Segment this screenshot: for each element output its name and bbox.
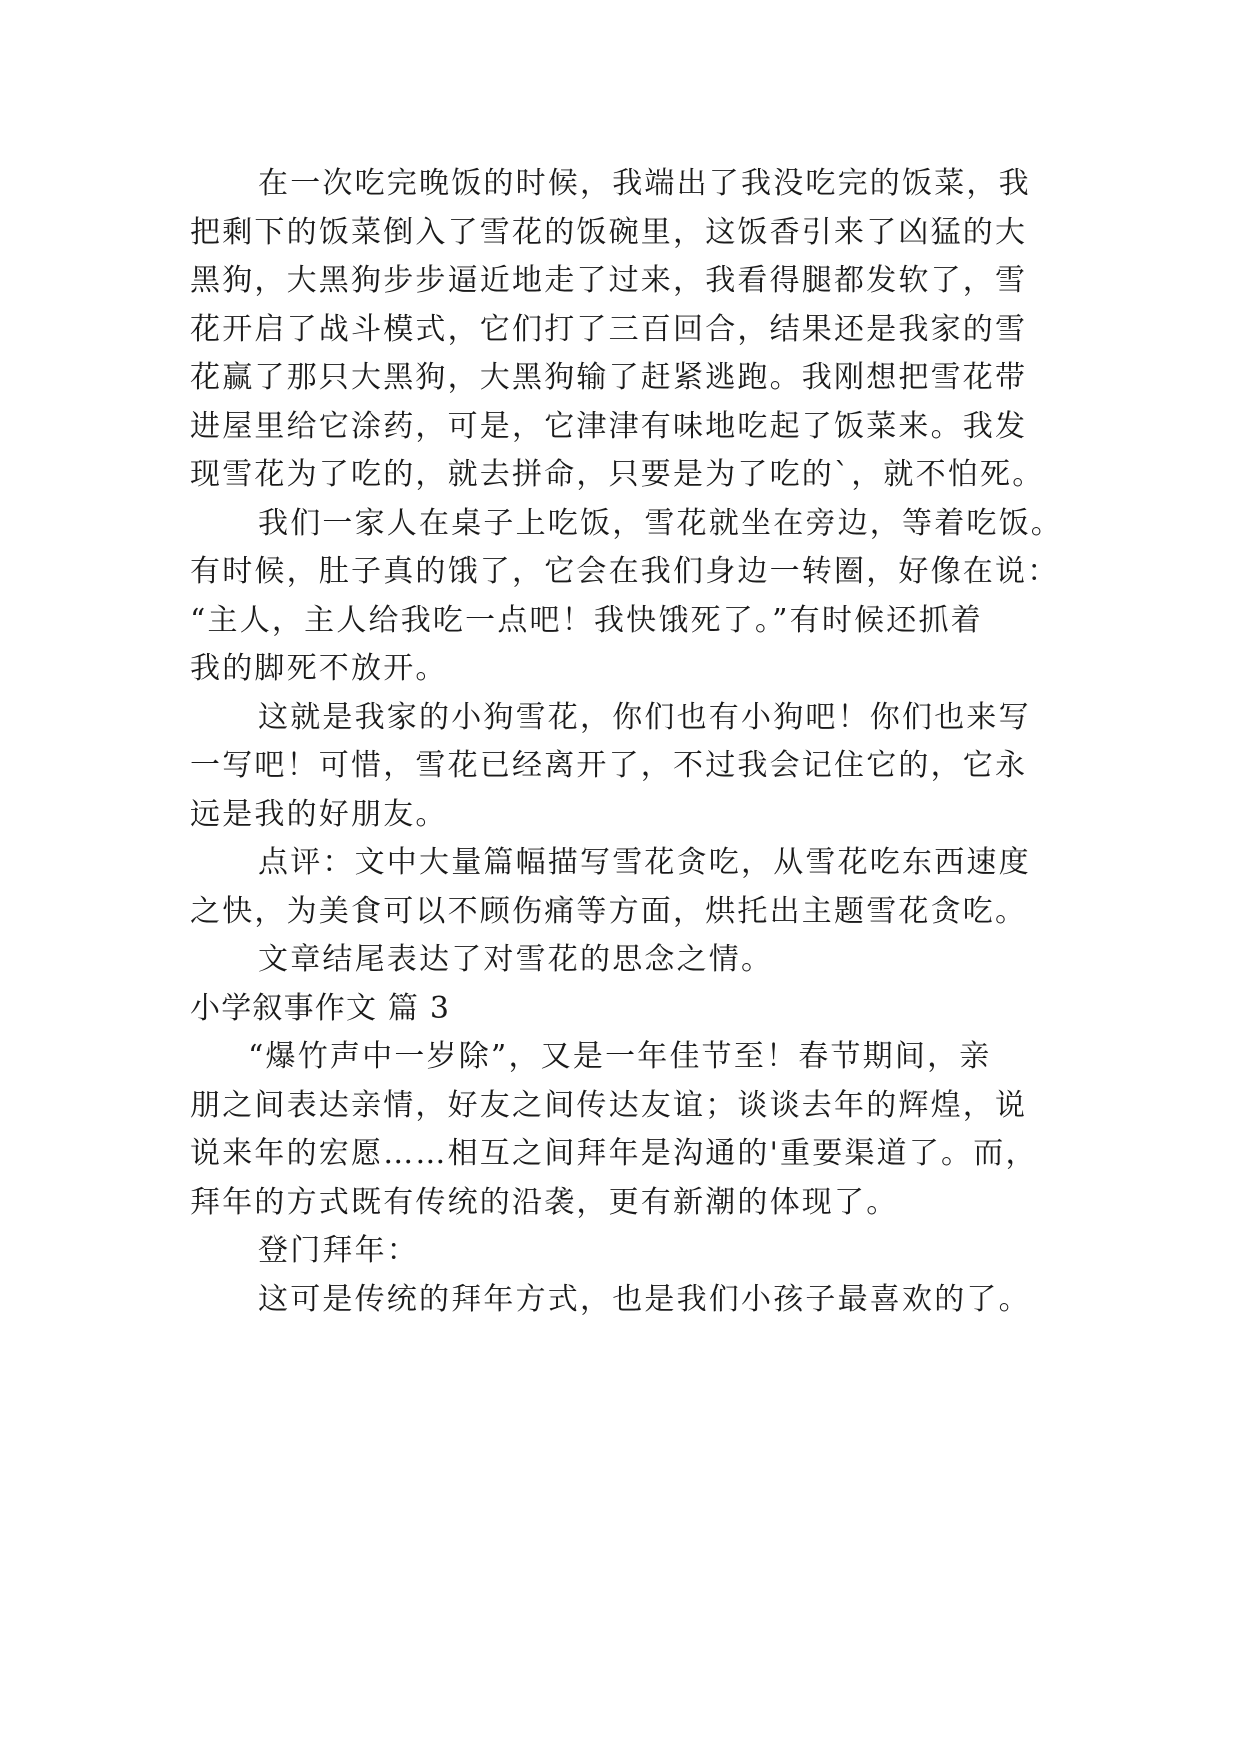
- text-line: 我们一家人在桌子上吃饭，雪花就坐在旁边，等着吃饭。: [258, 505, 1063, 541]
- text-line: 这可是传统的拜年方式，也是我们小孩子最喜欢的了。: [258, 1281, 1031, 1317]
- paragraph-comment: [190, 839, 1070, 936]
- text-line: 一写吧！可惜，雪花已经离开了，不过我会记住它的，它永: [190, 748, 1028, 783]
- section-heading: 小学叙事作文 篇 3: [190, 990, 451, 1026]
- text-line: 黑狗，大黑狗步步逼近地走了过来，我看得腿都发软了，雪: [190, 263, 1028, 298]
- text-line: 花赢了那只大黑狗，大黑狗输了赶紧逃跑。我刚想把雪花带: [190, 360, 1028, 395]
- text-line: 花开启了战斗模式，它们打了三百回合，结果还是我家的雪: [190, 311, 1028, 347]
- text-line: “爆竹声中一岁除”，又是一年佳节至！春节期间，亲: [248, 1039, 992, 1074]
- article-body: [190, 160, 1070, 1324]
- text-line: 说来年的宏愿……相互之间拜年是沟通的'重要渠道了。而，: [190, 1136, 1038, 1171]
- text-line: 这就是我家的小狗雪花，你们也有小狗吧！你们也来写: [258, 699, 1031, 735]
- text-line: 我的脚死不放开。: [190, 651, 448, 686]
- text-line: 朋之间表达亲情，好友之间传达友谊；谈谈去年的辉煌，说: [190, 1087, 1028, 1123]
- text-line: “主人，主人给我吃一点吧！我快饿死了。”有时候还抓着: [190, 602, 983, 638]
- text-line: 远是我的好朋友。: [190, 796, 448, 832]
- text-line: 在一次吃完晚饭的时候，我端出了我没吃完的饭菜，我: [258, 166, 1031, 201]
- paragraph: [190, 1227, 1070, 1276]
- text-line: 现雪花为了吃的，就去拼命，只要是为了吃的`，就不怕死。: [190, 457, 1045, 492]
- text-line: 拜年的方式既有传统的沿袭，更有新潮的体现了。: [190, 1184, 899, 1220]
- text-line: 之快，为美食可以不顾伤痛等方面，烘托出主题雪花贪吃。: [190, 893, 1028, 929]
- paragraph: [190, 936, 1070, 985]
- paragraph: [190, 1276, 1070, 1325]
- text-line: 把剩下的饭菜倒入了雪花的饭碗里，这饭香引来了凶猛的大: [190, 214, 1028, 250]
- text-line: 文章结尾表达了对雪花的思念之情。: [258, 942, 774, 977]
- paragraph: [190, 500, 1070, 694]
- text-line: 点评：文中大量篇幅描写雪花贪吃，从雪花吃东西速度: [258, 845, 1031, 880]
- text-line: 有时候，肚子真的饿了，它会在我们身边一转圈，好像在说：: [190, 554, 1060, 589]
- text-line: 登门拜年：: [258, 1233, 419, 1268]
- paragraph: [190, 160, 1070, 500]
- text-line: 进屋里给它涂药，可是，它津津有味地吃起了饭菜来。我发: [190, 408, 1028, 444]
- paragraph: [190, 694, 1070, 840]
- paragraph: [190, 1033, 1070, 1227]
